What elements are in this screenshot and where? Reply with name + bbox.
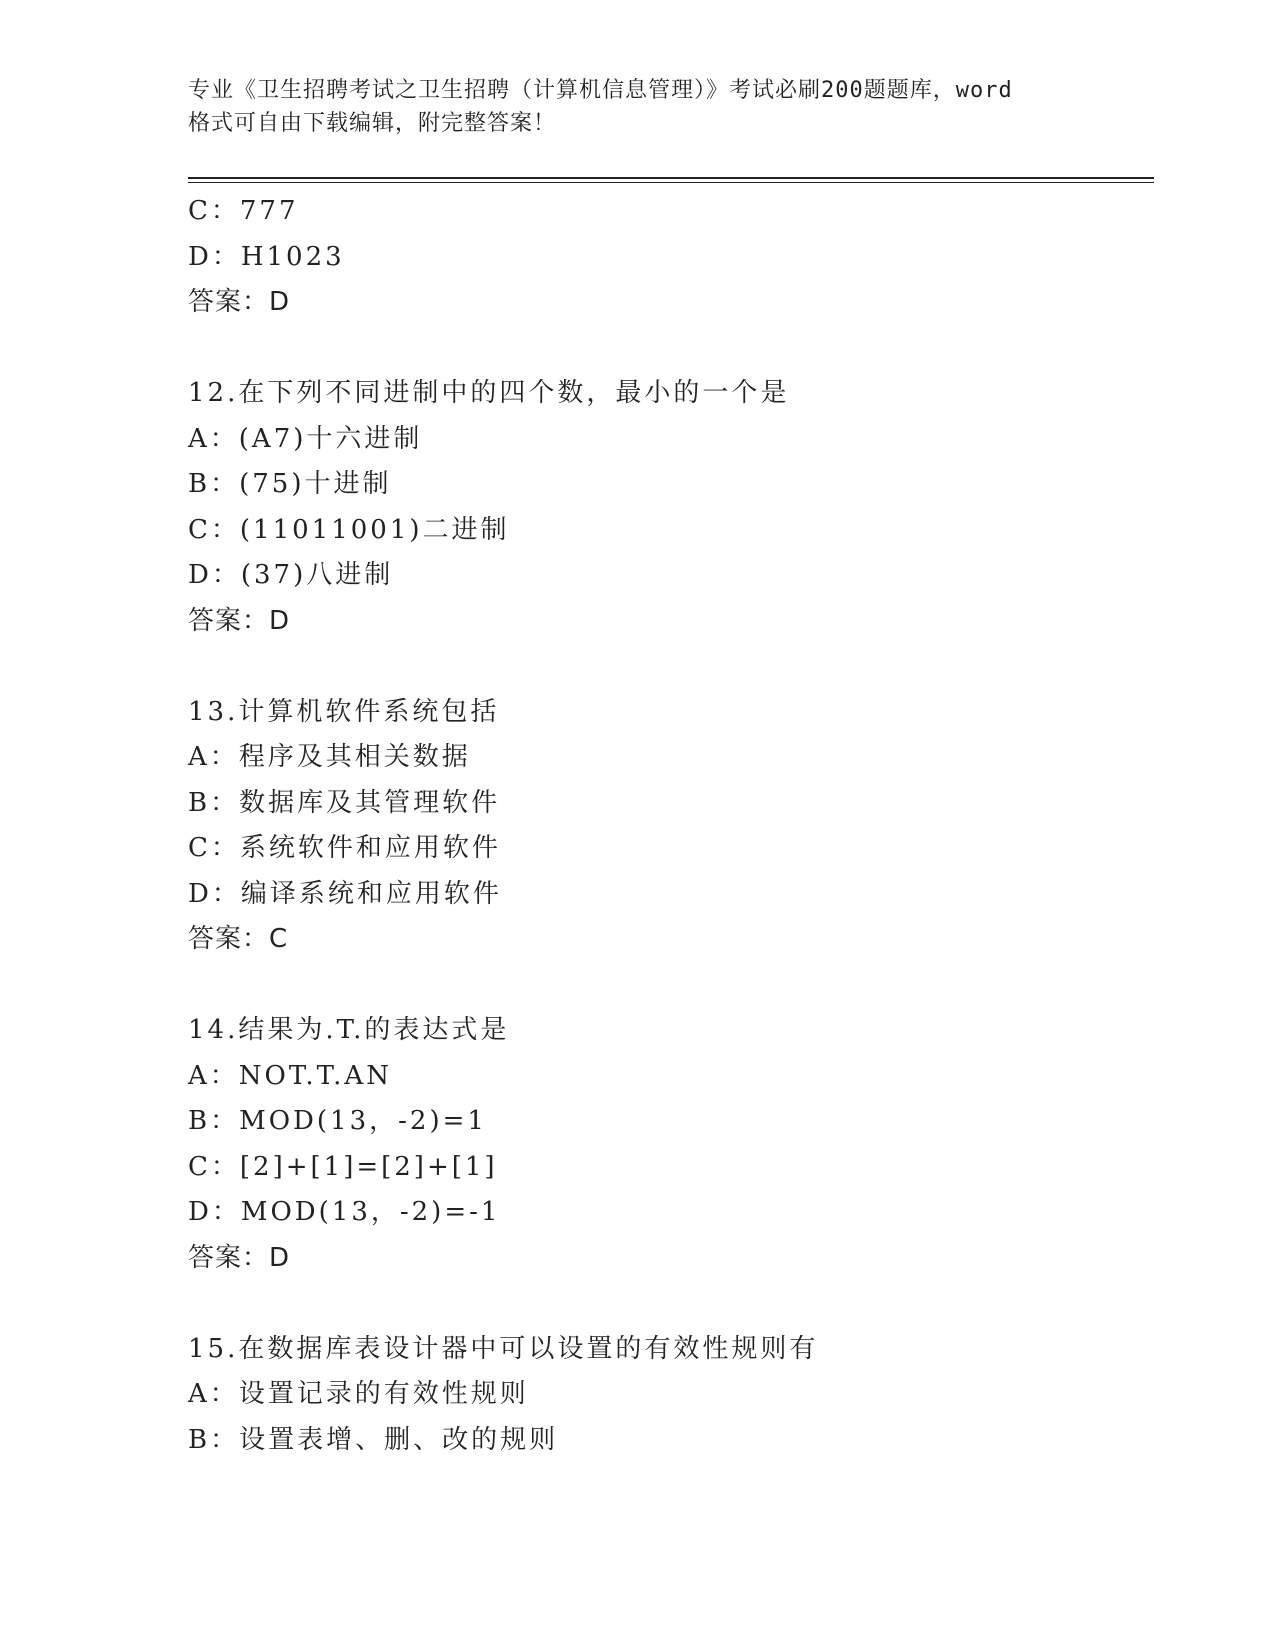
- answer-line: 答案：D: [188, 287, 291, 317]
- spacer: [188, 644, 1148, 690]
- option-a: A：设置记录的有效性规则: [188, 1379, 529, 1409]
- answer-line: 答案：C: [188, 924, 289, 954]
- question-block-prev: [188, 189, 1148, 326]
- answer-line: 答案：D: [188, 605, 291, 636]
- option-b: B：(75)十进制: [188, 469, 392, 499]
- option-a: A：(A7)十六进制: [188, 423, 423, 454]
- header-divider-thick: [188, 177, 1154, 179]
- option-d: D：(37)八进制: [188, 560, 394, 590]
- answer-line: 答案：D: [188, 1242, 291, 1273]
- option-c: C：777: [188, 196, 299, 226]
- option-c: C：[2]+[1]=[2]+[1]: [188, 1151, 498, 1182]
- question-list: [188, 189, 1148, 1463]
- spacer: [188, 1281, 1148, 1327]
- option-d: D：编译系统和应用软件: [188, 878, 502, 909]
- question-block-14: [188, 1008, 1148, 1281]
- question-stem: 15.在数据库表设计器中可以设置的有效性规则有: [188, 1333, 819, 1364]
- question-stem: 14.结果为.T.的表达式是: [188, 1015, 510, 1045]
- question-stem: 12.在下列不同进制中的四个数，最小的一个是: [188, 378, 790, 408]
- option-b: B：MOD(13，-2)=1: [188, 1106, 487, 1136]
- question-block-12: [188, 371, 1148, 644]
- option-d: D：H1023: [188, 241, 345, 272]
- option-a: A：NOT.T.AN: [188, 1060, 392, 1091]
- spacer: [188, 963, 1148, 1009]
- header-divider-thin: [188, 182, 1154, 183]
- spacer: [188, 326, 1148, 372]
- option-a: A：程序及其相关数据: [188, 742, 471, 772]
- question-block-15: [188, 1327, 1148, 1464]
- option-b: B：设置表增、删、改的规则: [188, 1424, 559, 1455]
- document-header: [188, 74, 1088, 140]
- header-title-line-1: 专业《卫生招聘考试之卫生招聘（计算机信息管理）》考试必刷200题题库，word: [188, 78, 1013, 103]
- option-c: C：(11011001)二进制: [188, 514, 510, 545]
- header-title-line-2: 格式可自由下载编辑，附完整答案！: [188, 111, 557, 136]
- option-b: B：数据库及其管理软件: [188, 787, 501, 818]
- question-stem: 13.计算机软件系统包括: [188, 696, 500, 727]
- question-block-13: [188, 690, 1148, 963]
- option-d: D：MOD(13，-2)=-1: [188, 1197, 501, 1227]
- option-c: C：系统软件和应用软件: [188, 833, 501, 863]
